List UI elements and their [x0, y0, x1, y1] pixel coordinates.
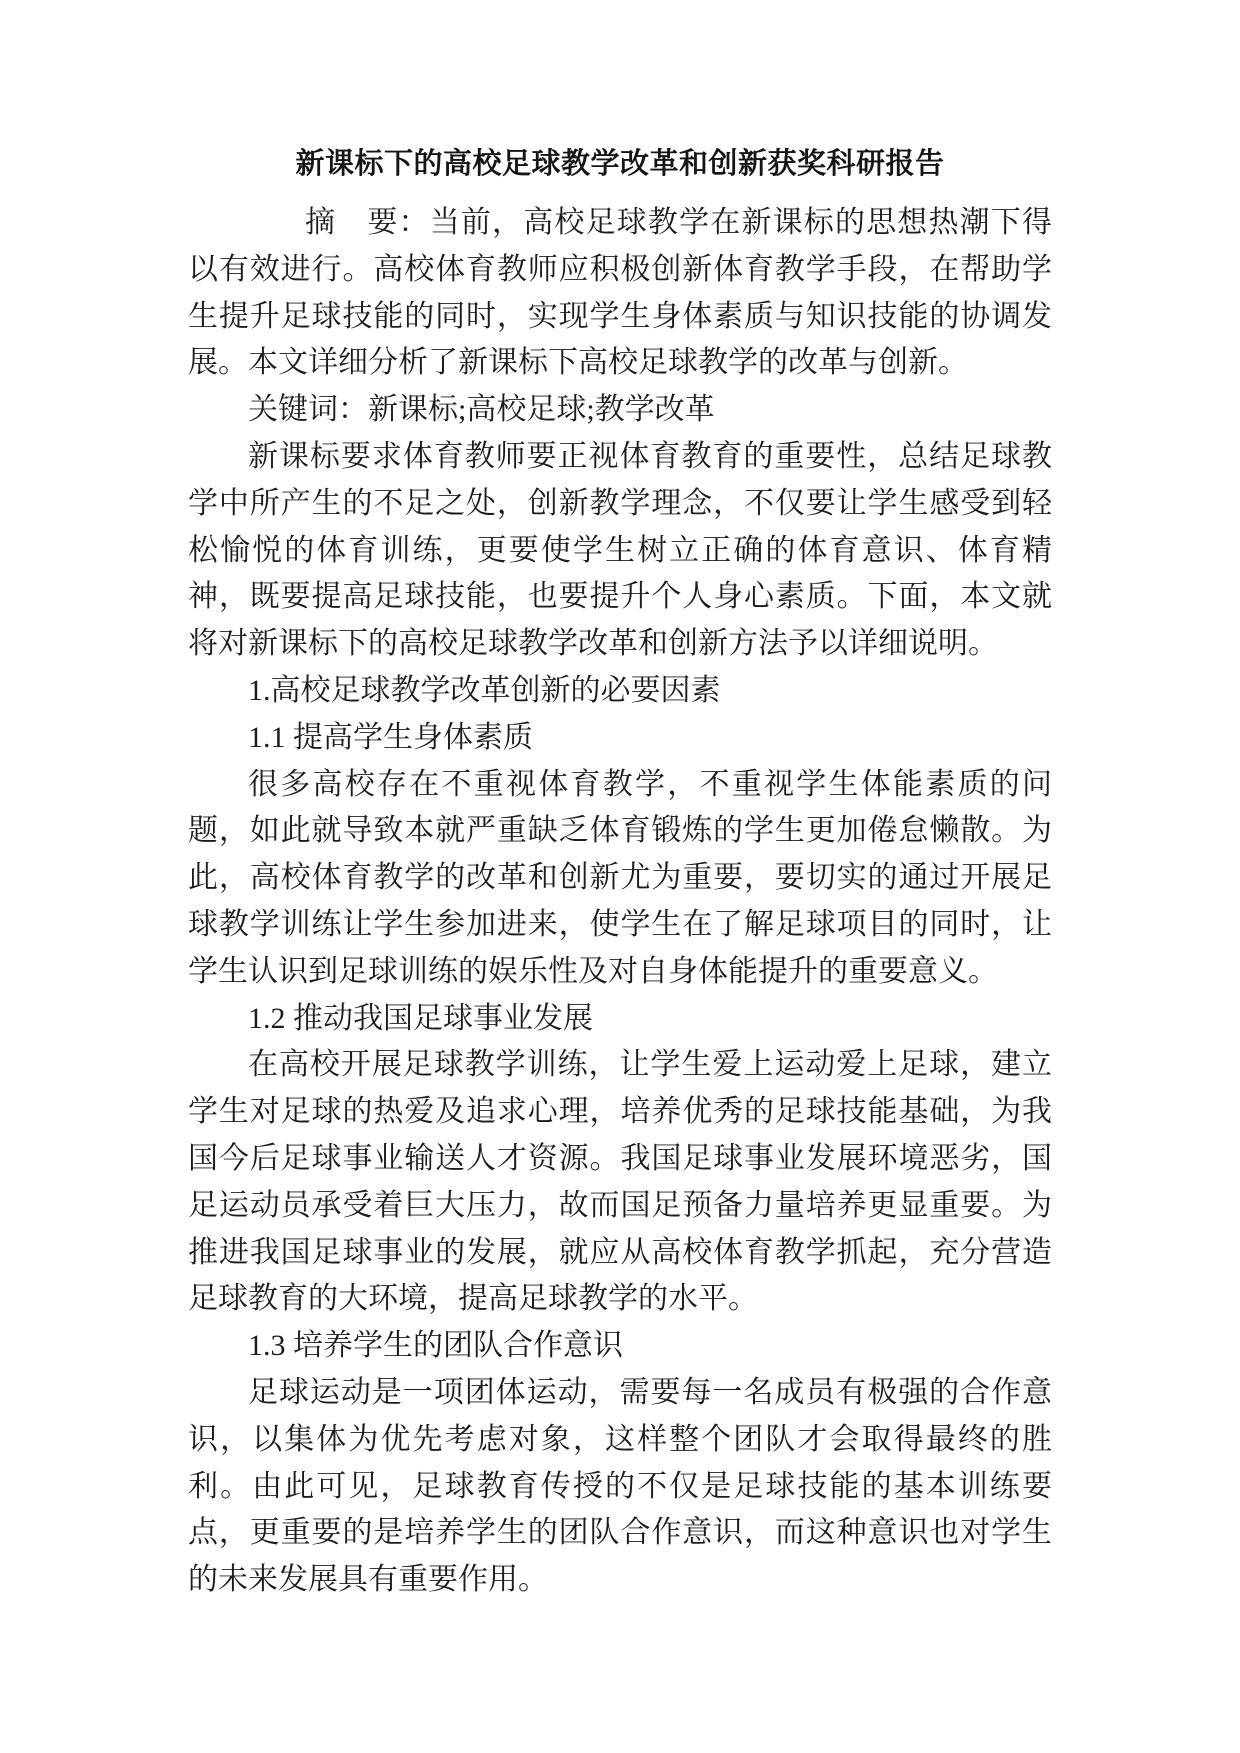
section-1-3-paragraph: 足球运动是一项团体运动，需要每一名成员有极强的合作意识，以集体为优先考虑对象，这样整个团队才会取得最终的胜利。由此可见，足球教育传授的不仅是足球技能的基本训练要点，更重要的是培养学生的团队合作意识，而这种意识也对学生的未来发展具有重要作用。	[188, 1375, 1052, 1597]
keywords-paragraph	[188, 387, 1052, 434]
intro-paragraph: 新课标要求体育教师要正视体育教育的重要性，总结足球教学中所产生的不足之处，创新教学理念，不仅要让学生感受到轻松愉悦的体育训练，更要使学生树立正确的体育意识、体育精神，既要提高足球技能，也要提升个人身心素质。下面，本文就将对新课标下的高校足球教学改革和创新方法予以详细说明。	[188, 439, 1052, 661]
section-1-2-paragraph: 在高校开展足球教学训练，让学生爱上运动爱上足球，建立学生对足球的热爱及追求心理，培养优秀的足球技能基础，为我国今后足球事业输送人才资源。我国足球事业发展环境恶劣，国足运动员承受着巨大压力，故而国足预备力量培养更显重要。为推进我国足球事业的发展，就应从高校体育教学抓起，充分营造足球教育的大环境，提高足球教学的水平。	[188, 1048, 1052, 1316]
section-1-1-heading: 1.1 提高学生身体素质	[248, 720, 533, 754]
section-1-heading: 1.高校足球教学改革创新的必要因素	[248, 673, 721, 707]
abstract-label: 摘 要：	[305, 206, 430, 239]
document-title: 新课标下的高校足球教学改革和创新获奖科研报告	[295, 148, 945, 180]
abstract-paragraph	[188, 200, 1052, 387]
keywords-label: 关键词：	[248, 393, 368, 427]
section-1-3-heading: 1.3 培养学生的团队合作意识	[248, 1329, 623, 1363]
section-1-2-heading: 1.2 推动我国足球事业发展	[248, 1001, 593, 1035]
document-body	[188, 200, 1052, 1604]
keywords-text: 新课标;高校足球;教学改革	[368, 393, 715, 427]
section-1-1-paragraph: 很多高校存在不重视体育教学，不重视学生体能素质的问题，如此就导致本就严重缺乏体育锻炼的学生更加倦怠懒散。为此，高校体育教学的改革和创新尤为重要，要切实的通过开展足球教学训练让学生参加进来，使学生在了解足球项目的同时，让学生认识到足球训练的娱乐性及对自身体能提升的重要意义。	[188, 767, 1052, 988]
abstract-text: 当前，高校足球教学在新课标的思想热潮下得以有效进行。高校体育教师应积极创新体育教学手段，在帮助学生提升足球技能的同时，实现学生身体素质与知识技能的协调发展。本文详细分析了新课标下高校足球教学的改革与创新。	[188, 206, 1053, 380]
